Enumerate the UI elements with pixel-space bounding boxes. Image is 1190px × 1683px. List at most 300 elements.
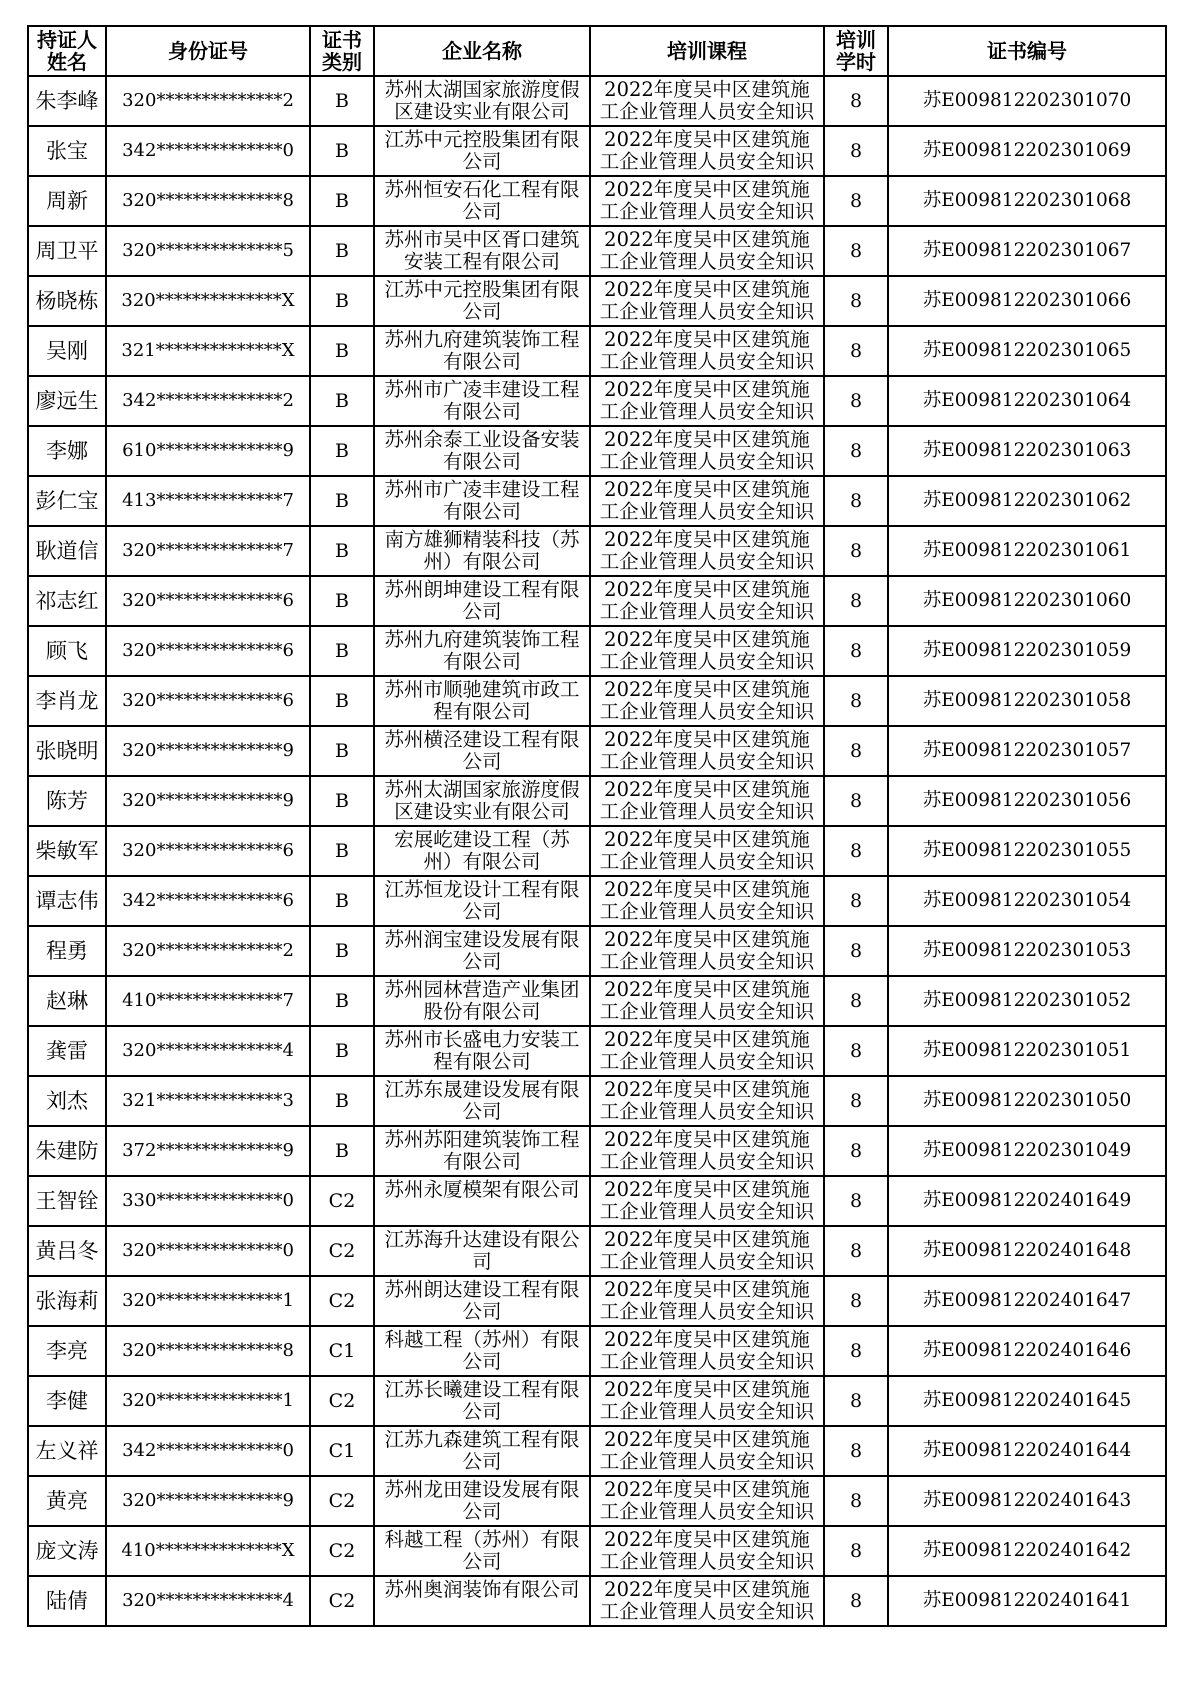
table-row (28, 226, 1166, 276)
course-cell-text: 2022年度吴中区建筑施工企业管理人员安全知识 (599, 377, 815, 423)
holder-name-cell: 黄亮 (28, 1476, 106, 1526)
hours-cell: 8 (824, 726, 888, 776)
holder-name-cell: 顾飞 (28, 626, 106, 676)
cert-number-cell: 苏E009812202301068 (888, 176, 1166, 226)
table-row (28, 76, 1166, 126)
course-cell (590, 1376, 824, 1426)
company-cell (374, 876, 590, 926)
company-cell (374, 576, 590, 626)
cert-number-cell: 苏E009812202301049 (888, 1126, 1166, 1176)
course-cell (590, 376, 824, 426)
id-number-cell: 321**************3 (106, 1076, 310, 1126)
company-cell (374, 626, 590, 676)
cert-type-cell: B (310, 76, 374, 126)
course-cell-text: 2022年度吴中区建筑施工企业管理人员安全知识 (599, 1077, 815, 1123)
cert-type-cell: C1 (310, 1326, 374, 1376)
hours-cell: 8 (824, 976, 888, 1026)
holder-name-cell: 耿道信 (28, 526, 106, 576)
cert-type-cell: B (310, 1126, 374, 1176)
id-number-cell: 320**************8 (106, 1326, 310, 1376)
hours-cell: 8 (824, 676, 888, 726)
cert-type-cell: B (310, 576, 374, 626)
header-holder-name: 持证人 姓名 (28, 26, 106, 76)
cert-number-cell: 苏E009812202301061 (888, 526, 1166, 576)
holder-name-cell: 廖远生 (28, 376, 106, 426)
holder-name-cell: 王智铨 (28, 1176, 106, 1226)
company-cell (374, 1526, 590, 1576)
id-number-cell: 320**************7 (106, 526, 310, 576)
course-cell-text: 2022年度吴中区建筑施工企业管理人员安全知识 (599, 877, 815, 923)
table-row (28, 676, 1166, 726)
course-cell (590, 126, 824, 176)
holder-name-cell: 李亮 (28, 1326, 106, 1376)
course-cell-text: 2022年度吴中区建筑施工企业管理人员安全知识 (599, 1177, 815, 1223)
table-row (28, 876, 1166, 926)
id-number-cell: 320**************6 (106, 626, 310, 676)
course-cell (590, 1576, 824, 1626)
company-cell (374, 526, 590, 576)
holder-name-cell: 祁志红 (28, 576, 106, 626)
table-row (28, 1576, 1166, 1626)
company-cell (374, 826, 590, 876)
cert-number-cell: 苏E009812202301057 (888, 726, 1166, 776)
holder-name-cell: 张宝 (28, 126, 106, 176)
id-number-cell: 342**************0 (106, 1426, 310, 1476)
table-body (28, 76, 1166, 1626)
company-cell-text: 苏州太湖国家旅游度假区建设实业有限公司 (384, 77, 580, 123)
course-cell-text: 2022年度吴中区建筑施工企业管理人员安全知识 (599, 727, 815, 773)
company-cell (374, 126, 590, 176)
cert-type-cell: B (310, 726, 374, 776)
company-cell (374, 1276, 590, 1326)
hours-cell: 8 (824, 226, 888, 276)
hours-cell: 8 (824, 426, 888, 476)
table-row (28, 926, 1166, 976)
holder-name-cell: 周新 (28, 176, 106, 226)
course-cell (590, 1076, 824, 1126)
course-cell (590, 726, 824, 776)
holder-name-cell: 朱李峰 (28, 76, 106, 126)
id-number-cell: 342**************2 (106, 376, 310, 426)
hours-cell: 8 (824, 376, 888, 426)
table-row (28, 1026, 1166, 1076)
hours-cell: 8 (824, 1076, 888, 1126)
course-cell (590, 876, 824, 926)
course-cell-text: 2022年度吴中区建筑施工企业管理人员安全知识 (599, 1127, 815, 1173)
table-row (28, 1276, 1166, 1326)
cert-type-cell: B (310, 226, 374, 276)
holder-name-cell: 周卫平 (28, 226, 106, 276)
company-cell-text: 江苏恒龙设计工程有限公司 (384, 877, 580, 923)
hours-cell: 8 (824, 626, 888, 676)
company-cell (374, 1476, 590, 1526)
holder-name-cell: 李肖龙 (28, 676, 106, 726)
hours-cell: 8 (824, 826, 888, 876)
table-row (28, 826, 1166, 876)
company-cell (374, 426, 590, 476)
id-number-cell: 320**************6 (106, 826, 310, 876)
cert-number-cell: 苏E009812202301054 (888, 876, 1166, 926)
course-cell-text: 2022年度吴中区建筑施工企业管理人员安全知识 (599, 977, 815, 1023)
company-cell-text: 苏州横泾建设工程有限公司 (384, 727, 580, 773)
company-cell-text: 南方雄狮精装科技（苏州）有限公司 (384, 527, 580, 573)
table-row (28, 576, 1166, 626)
company-cell (374, 1376, 590, 1426)
course-cell (590, 426, 824, 476)
hours-cell: 8 (824, 126, 888, 176)
course-cell-text: 2022年度吴中区建筑施工企业管理人员安全知识 (599, 1427, 815, 1473)
cert-number-cell: 苏E009812202301069 (888, 126, 1166, 176)
hours-cell: 8 (824, 1476, 888, 1526)
course-cell-text: 2022年度吴中区建筑施工企业管理人员安全知识 (599, 1227, 815, 1273)
course-cell (590, 676, 824, 726)
holder-name-cell: 程勇 (28, 926, 106, 976)
company-cell-text: 苏州润宝建设发展有限公司 (384, 927, 580, 973)
id-number-cell: 320**************8 (106, 176, 310, 226)
company-cell (374, 1176, 590, 1226)
cert-type-cell: B (310, 876, 374, 926)
hours-cell: 8 (824, 876, 888, 926)
course-cell-text: 2022年度吴中区建筑施工企业管理人员安全知识 (599, 627, 815, 673)
id-number-cell: 320**************4 (106, 1576, 310, 1626)
cert-type-cell: B (310, 676, 374, 726)
cert-type-cell: B (310, 526, 374, 576)
course-cell (590, 976, 824, 1026)
company-cell (374, 376, 590, 426)
id-number-cell: 320**************9 (106, 776, 310, 826)
id-number-cell: 320**************0 (106, 1226, 310, 1276)
cert-number-cell: 苏E009812202301050 (888, 1076, 1166, 1126)
table-row (28, 1376, 1166, 1426)
course-cell-text: 2022年度吴中区建筑施工企业管理人员安全知识 (599, 77, 815, 123)
course-cell-text: 2022年度吴中区建筑施工企业管理人员安全知识 (599, 127, 815, 173)
hours-cell: 8 (824, 276, 888, 326)
cert-number-cell: 苏E009812202401646 (888, 1326, 1166, 1376)
id-number-cell: 321**************X (106, 326, 310, 376)
id-number-cell: 320**************9 (106, 1476, 310, 1526)
company-cell (374, 926, 590, 976)
hours-cell: 8 (824, 1176, 888, 1226)
company-cell-text: 苏州龙田建设发展有限公司 (384, 1477, 580, 1523)
certificate-table-container (27, 25, 1165, 1627)
id-number-cell: 320**************1 (106, 1376, 310, 1426)
hours-cell: 8 (824, 1576, 888, 1626)
hours-cell: 8 (824, 1026, 888, 1076)
header-company: 企业名称 (374, 26, 590, 76)
course-cell (590, 1176, 824, 1226)
course-cell-text: 2022年度吴中区建筑施工企业管理人员安全知识 (599, 527, 815, 573)
company-cell-text: 苏州余泰工业设备安装有限公司 (384, 427, 580, 473)
company-cell-text: 苏州苏阳建筑装饰工程有限公司 (384, 1127, 580, 1173)
course-cell-text: 2022年度吴中区建筑施工企业管理人员安全知识 (599, 477, 815, 523)
table-row (28, 976, 1166, 1026)
company-cell-text: 苏州市广凌丰建设工程有限公司 (384, 377, 580, 423)
company-cell (374, 776, 590, 826)
hours-cell: 8 (824, 1426, 888, 1476)
company-cell-text: 江苏东晟建设发展有限公司 (384, 1077, 580, 1123)
cert-type-cell: B (310, 176, 374, 226)
table-row (28, 326, 1166, 376)
cert-type-cell: B (310, 376, 374, 426)
id-number-cell: 320**************6 (106, 676, 310, 726)
company-cell (374, 1226, 590, 1276)
id-number-cell: 413**************7 (106, 476, 310, 526)
company-cell (374, 676, 590, 726)
company-cell-text: 科越工程（苏州）有限公司 (384, 1527, 580, 1573)
company-cell-text: 江苏中元控股集团有限公司 (384, 277, 580, 323)
course-cell (590, 476, 824, 526)
course-cell (590, 1526, 824, 1576)
company-cell (374, 226, 590, 276)
holder-name-cell: 庞文涛 (28, 1526, 106, 1576)
course-cell (590, 776, 824, 826)
cert-number-cell: 苏E009812202401643 (888, 1476, 1166, 1526)
cert-number-cell: 苏E009812202301052 (888, 976, 1166, 1026)
hours-cell: 8 (824, 176, 888, 226)
cert-number-cell: 苏E009812202301051 (888, 1026, 1166, 1076)
company-cell (374, 1426, 590, 1476)
course-cell (590, 76, 824, 126)
id-number-cell: 372**************9 (106, 1126, 310, 1176)
company-cell-text: 苏州市吴中区胥口建筑安装工程有限公司 (384, 227, 580, 273)
company-cell-text: 苏州九府建筑装饰工程有限公司 (384, 627, 580, 673)
holder-name-cell: 张海莉 (28, 1276, 106, 1326)
company-cell-text: 宏展屹建设工程（苏州）有限公司 (394, 827, 570, 873)
id-number-cell: 320**************2 (106, 926, 310, 976)
cert-number-cell: 苏E009812202301059 (888, 626, 1166, 676)
course-cell-text: 2022年度吴中区建筑施工企业管理人员安全知识 (599, 327, 815, 373)
cert-number-cell: 苏E009812202301063 (888, 426, 1166, 476)
table-row (28, 1426, 1166, 1476)
cert-number-cell: 苏E009812202301070 (888, 76, 1166, 126)
company-cell-text: 苏州恒安石化工程有限公司 (384, 177, 580, 223)
course-cell (590, 526, 824, 576)
id-number-cell: 410**************X (106, 1526, 310, 1576)
course-cell (590, 1126, 824, 1176)
id-number-cell: 330**************0 (106, 1176, 310, 1226)
table-row (28, 276, 1166, 326)
cert-type-cell: B (310, 976, 374, 1026)
course-cell-text: 2022年度吴中区建筑施工企业管理人员安全知识 (599, 277, 815, 323)
hours-cell: 8 (824, 476, 888, 526)
id-number-cell: 320**************X (106, 276, 310, 326)
table-row (28, 1176, 1166, 1226)
table-row (28, 1126, 1166, 1176)
company-cell (374, 1126, 590, 1176)
company-cell-text: 苏州九府建筑装饰工程有限公司 (384, 327, 580, 373)
table-row (28, 426, 1166, 476)
holder-name-cell: 龚雷 (28, 1026, 106, 1076)
course-cell-text: 2022年度吴中区建筑施工企业管理人员安全知识 (599, 1527, 815, 1573)
table-row (28, 776, 1166, 826)
cert-number-cell: 苏E009812202301064 (888, 376, 1166, 426)
id-number-cell: 342**************0 (106, 126, 310, 176)
table-row (28, 176, 1166, 226)
table-row (28, 1476, 1166, 1526)
holder-name-cell: 李健 (28, 1376, 106, 1426)
header-cert-number: 证书编号 (888, 26, 1166, 76)
company-cell-text: 江苏海升达建设有限公司 (384, 1227, 580, 1273)
cert-number-cell: 苏E009812202401647 (888, 1276, 1166, 1326)
holder-name-cell: 左义祥 (28, 1426, 106, 1476)
cert-number-cell: 苏E009812202401648 (888, 1226, 1166, 1276)
course-cell (590, 326, 824, 376)
hours-cell: 8 (824, 576, 888, 626)
company-cell-text: 苏州市顺驰建筑市政工程有限公司 (384, 677, 580, 723)
id-number-cell: 320**************9 (106, 726, 310, 776)
hours-cell: 8 (824, 1376, 888, 1426)
table-row (28, 1326, 1166, 1376)
cert-type-cell: C2 (310, 1276, 374, 1326)
company-cell (374, 726, 590, 776)
course-cell (590, 1426, 824, 1476)
cert-number-cell: 苏E009812202401642 (888, 1526, 1166, 1576)
cert-type-cell: B (310, 626, 374, 676)
table-row (28, 476, 1166, 526)
id-number-cell: 320**************1 (106, 1276, 310, 1326)
hours-cell: 8 (824, 1326, 888, 1376)
company-cell (374, 1076, 590, 1126)
certificate-table (27, 25, 1167, 1627)
holder-name-cell: 柴敏军 (28, 826, 106, 876)
hours-cell: 8 (824, 1526, 888, 1576)
cert-type-cell: C2 (310, 1176, 374, 1226)
cert-number-cell: 苏E009812202301066 (888, 276, 1166, 326)
cert-number-cell: 苏E009812202301056 (888, 776, 1166, 826)
course-cell (590, 1476, 824, 1526)
cert-number-cell: 苏E009812202301058 (888, 676, 1166, 726)
course-cell-text: 2022年度吴中区建筑施工企业管理人员安全知识 (599, 177, 815, 223)
id-number-cell: 342**************6 (106, 876, 310, 926)
course-cell-text: 2022年度吴中区建筑施工企业管理人员安全知识 (599, 577, 815, 623)
course-cell-text: 2022年度吴中区建筑施工企业管理人员安全知识 (599, 227, 815, 273)
holder-name-cell: 张晓明 (28, 726, 106, 776)
cert-number-cell: 苏E009812202301060 (888, 576, 1166, 626)
course-cell (590, 276, 824, 326)
company-cell-text: 江苏九森建筑工程有限公司 (384, 1427, 580, 1473)
course-cell-text: 2022年度吴中区建筑施工企业管理人员安全知识 (599, 1027, 815, 1073)
course-cell-text: 2022年度吴中区建筑施工企业管理人员安全知识 (599, 927, 815, 973)
company-cell (374, 476, 590, 526)
course-cell (590, 626, 824, 676)
holder-name-cell: 谭志伟 (28, 876, 106, 926)
course-cell-text: 2022年度吴中区建筑施工企业管理人员安全知识 (599, 1327, 815, 1373)
company-cell (374, 76, 590, 126)
company-cell-text: 苏州永厦模架有限公司 (384, 1177, 580, 1201)
cert-type-cell: B (310, 826, 374, 876)
hours-cell: 8 (824, 1126, 888, 1176)
id-number-cell: 320**************5 (106, 226, 310, 276)
header-course: 培训课程 (590, 26, 824, 76)
cert-type-cell: B (310, 926, 374, 976)
id-number-cell: 410**************7 (106, 976, 310, 1026)
holder-name-cell: 彭仁宝 (28, 476, 106, 526)
id-number-cell: 610**************9 (106, 426, 310, 476)
cert-type-cell: C2 (310, 1526, 374, 1576)
holder-name-cell: 陆倩 (28, 1576, 106, 1626)
holder-name-cell: 黄吕冬 (28, 1226, 106, 1276)
cert-type-cell: B (310, 326, 374, 376)
cert-type-cell: B (310, 426, 374, 476)
company-cell-text: 苏州奥润装饰有限公司 (384, 1577, 580, 1601)
company-cell-text: 苏州园林营造产业集团股份有限公司 (384, 977, 580, 1023)
table-row (28, 526, 1166, 576)
cert-number-cell: 苏E009812202301067 (888, 226, 1166, 276)
holder-name-cell: 杨晓栋 (28, 276, 106, 326)
company-cell (374, 976, 590, 1026)
course-cell-text: 2022年度吴中区建筑施工企业管理人员安全知识 (599, 677, 815, 723)
holder-name-cell: 刘杰 (28, 1076, 106, 1126)
cert-type-cell: C2 (310, 1226, 374, 1276)
course-cell-text: 2022年度吴中区建筑施工企业管理人员安全知识 (599, 1477, 815, 1523)
cert-type-cell: C1 (310, 1426, 374, 1476)
header-cert-type: 证书 类别 (310, 26, 374, 76)
id-number-cell: 320**************4 (106, 1026, 310, 1076)
company-cell-text: 科越工程（苏州）有限公司 (384, 1327, 580, 1373)
header-id-number: 身份证号 (106, 26, 310, 76)
course-cell (590, 1226, 824, 1276)
table-row (28, 626, 1166, 676)
company-cell-text: 苏州市广凌丰建设工程有限公司 (384, 477, 580, 523)
company-cell-text: 苏州朗坤建设工程有限公司 (384, 577, 580, 623)
course-cell (590, 576, 824, 626)
table-row (28, 126, 1166, 176)
table-row (28, 726, 1166, 776)
cert-number-cell: 苏E009812202301062 (888, 476, 1166, 526)
course-cell (590, 1326, 824, 1376)
cert-type-cell: B (310, 276, 374, 326)
holder-name-cell: 朱建防 (28, 1126, 106, 1176)
course-cell (590, 226, 824, 276)
cert-type-cell: B (310, 1076, 374, 1126)
course-cell-text: 2022年度吴中区建筑施工企业管理人员安全知识 (599, 1377, 815, 1423)
hours-cell: 8 (824, 1276, 888, 1326)
holder-name-cell: 吴刚 (28, 326, 106, 376)
cert-type-cell: C2 (310, 1576, 374, 1626)
cert-number-cell: 苏E009812202401645 (888, 1376, 1166, 1426)
hours-cell: 8 (824, 526, 888, 576)
cert-number-cell: 苏E009812202301065 (888, 326, 1166, 376)
hours-cell: 8 (824, 926, 888, 976)
company-cell (374, 276, 590, 326)
company-cell-text: 苏州朗达建设工程有限公司 (384, 1277, 580, 1323)
hours-cell: 8 (824, 776, 888, 826)
company-cell-text: 苏州市长盛电力安装工程有限公司 (384, 1027, 580, 1073)
cert-number-cell: 苏E009812202401649 (888, 1176, 1166, 1226)
company-cell (374, 1326, 590, 1376)
course-cell-text: 2022年度吴中区建筑施工企业管理人员安全知识 (599, 1277, 815, 1323)
course-cell (590, 176, 824, 226)
id-number-cell: 320**************2 (106, 76, 310, 126)
cert-type-cell: C2 (310, 1476, 374, 1526)
company-cell (374, 326, 590, 376)
cert-type-cell: B (310, 776, 374, 826)
course-cell-text: 2022年度吴中区建筑施工企业管理人员安全知识 (599, 1577, 815, 1623)
holder-name-cell: 陈芳 (28, 776, 106, 826)
table-row (28, 376, 1166, 426)
cert-number-cell: 苏E009812202401644 (888, 1426, 1166, 1476)
holder-name-cell: 李娜 (28, 426, 106, 476)
header-row (28, 26, 1166, 76)
hours-cell: 8 (824, 326, 888, 376)
course-cell (590, 826, 824, 876)
cert-number-cell: 苏E009812202301055 (888, 826, 1166, 876)
course-cell (590, 926, 824, 976)
cert-number-cell: 苏E009812202401641 (888, 1576, 1166, 1626)
company-cell-text: 苏州太湖国家旅游度假区建设实业有限公司 (384, 777, 580, 823)
company-cell-text: 江苏长曦建设工程有限公司 (384, 1377, 580, 1423)
holder-name-cell: 赵琳 (28, 976, 106, 1026)
